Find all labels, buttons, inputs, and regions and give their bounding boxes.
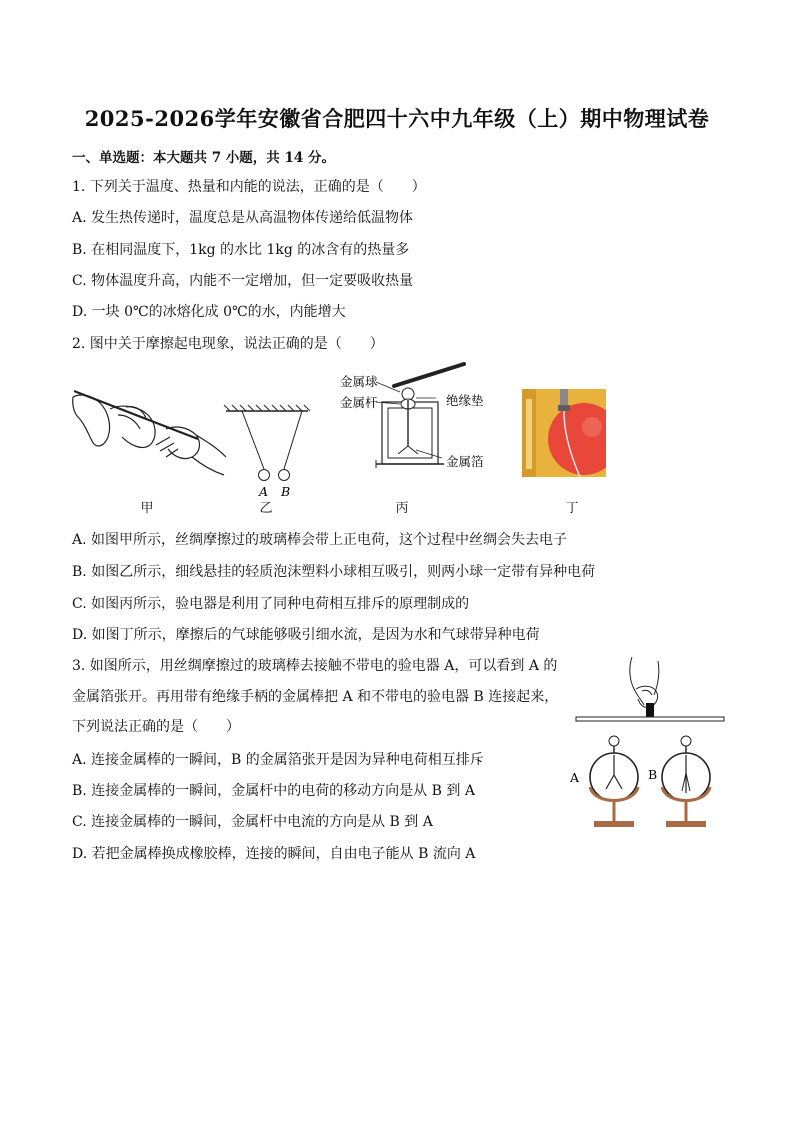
q1-stem: 1. 下列关于温度、热量和内能的说法，正确的是（ ） [72, 179, 426, 195]
figure-ding-balloon-photo [522, 389, 606, 477]
label-metal-ball: 金属球 [340, 374, 378, 389]
q3-stem-line2: 金属箔张开。再用带有绝缘手柄的金属棒把 A 和不带电的验电器 B 连接起来， [72, 689, 559, 705]
q1-option-c: C. 物体温度升高，内能不一定增加，但一定要吸收热量 [72, 273, 414, 289]
q1-option-a: A. 发生热传递时，温度总是从高温物体传递给低温物体 [72, 210, 414, 226]
q3-option-a: A. 连接金属棒的一瞬间，B 的金属箔张开是因为异种电荷相互排斥 [72, 752, 484, 768]
figure-yi-suspended-balls [222, 403, 312, 501]
q2-option-d: D. 如图丁所示，摩擦后的气球能够吸引细水流，是因为水和气球带异种电荷 [72, 627, 540, 643]
page-title: 2025-2026学年安徽省合肥四十六中九年级（上）期中物理试卷 [84, 106, 710, 131]
q3-stem-line3: 下列说法正确的是（ ） [72, 719, 240, 735]
q1-option-b: B. 在相同温度下，1kg 的水比 1kg 的冰含有的热量多 [72, 242, 410, 258]
q3-option-b: B. 连接金属棒的一瞬间，金属杆中的电荷的移动方向是从 B 到 A [72, 783, 475, 799]
label-insulator: 绝缘垫 [446, 393, 484, 408]
label-metal-foil: 金属箔 [446, 454, 484, 469]
electroscope-b-label: B [648, 767, 658, 782]
caption-yi: 乙 [259, 501, 273, 516]
figure-jia-rubbing-rod [70, 385, 230, 485]
caption-ding: 丁 [565, 501, 579, 516]
q3-stem-line1: 3. 如图所示，用丝绸摩擦过的玻璃棒去接触不带电的验电器 A，可以看到 A 的 [72, 658, 558, 674]
q1-option-d: D. 一块 0℃的冰熔化成 0℃的水，内能增大 [72, 304, 346, 320]
section-heading: 一、单选题：本大题共 7 小题，共 14 分。 [72, 150, 335, 166]
caption-bing: 丙 [395, 501, 409, 516]
caption-jia: 甲 [140, 501, 154, 516]
q2-option-b: B. 如图乙所示，细线悬挂的轻质泡沫塑料小球相互吸引，则两小球一定带有异种电荷 [72, 564, 596, 580]
q3-option-d: D. 若把金属棒换成橡胶棒，连接的瞬间，自由电子能从 B 流向 A [72, 846, 476, 862]
ball-b-label: B [281, 484, 291, 499]
figure-q3-electroscopes [562, 655, 728, 835]
electroscope-a-label: A [570, 770, 580, 785]
q2-option-c: C. 如图丙所示，验电器是利用了同种电荷相互排斥的原理制成的 [72, 596, 470, 612]
q3-option-c: C. 连接金属棒的一瞬间，金属杆中电流的方向是从 B 到 A [72, 814, 433, 830]
ball-a-label: A [259, 484, 269, 499]
q2-stem: 2. 图中关于摩擦起电现象，说法正确的是（ ） [72, 336, 384, 352]
q2-option-a: A. 如图甲所示，丝绸摩擦过的玻璃棒会带上正电荷，这个过程中丝绸会失去电子 [72, 532, 568, 548]
figure-bing-electroscope [336, 362, 506, 490]
label-metal-rod: 金属杆 [340, 395, 378, 410]
